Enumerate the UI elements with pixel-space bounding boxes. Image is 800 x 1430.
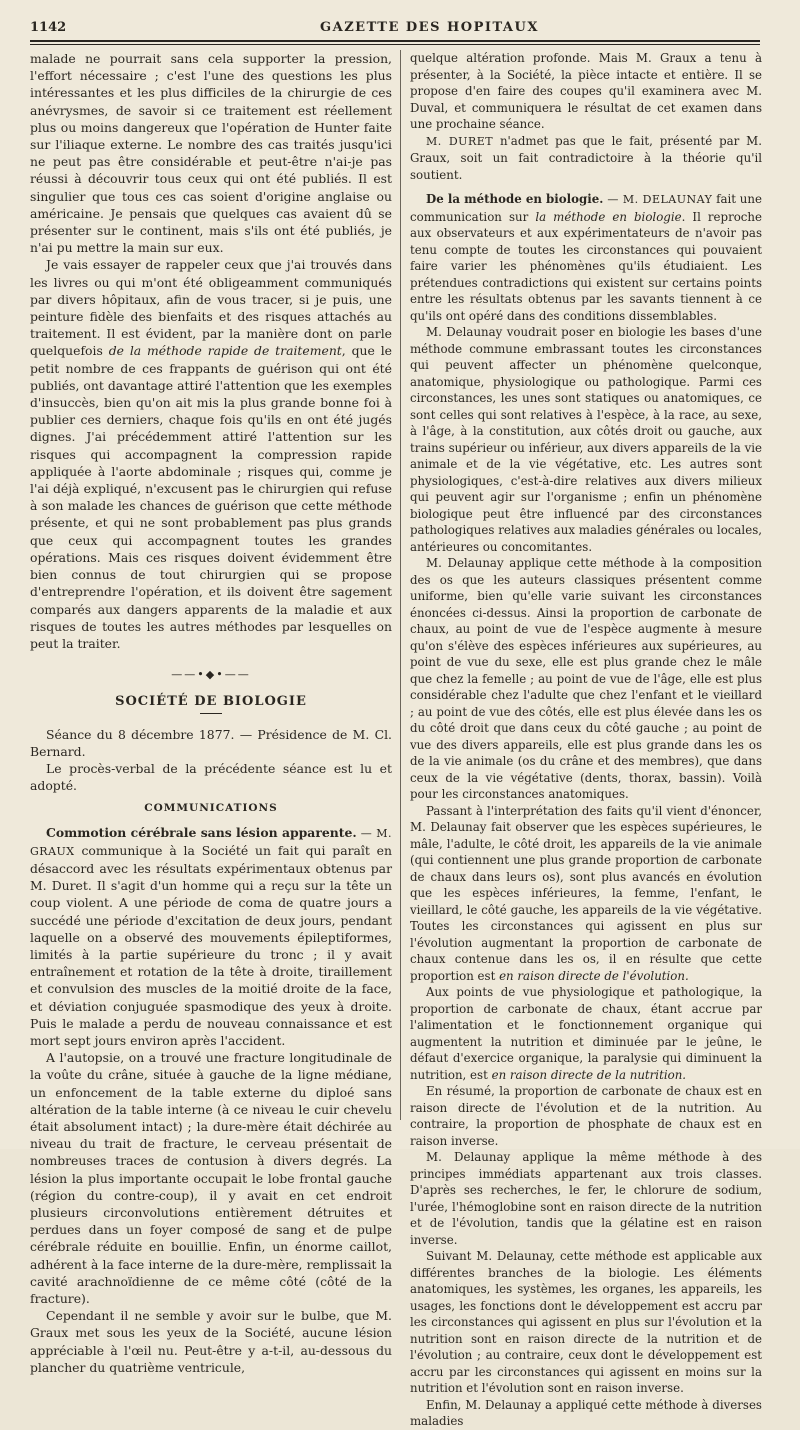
seance-line: Séance du 8 décembre 1877. — Présidence de M. Cl. Bernard. (30, 726, 392, 759)
spacer (410, 183, 762, 191)
right-column (410, 50, 762, 1430)
paragraph: En résumé, la proportion de carbonate de chaux est en raison directe de l'évolution et de la nutrition. Au contraire, la proportion de phosphate de chaux est en raison inverse. (410, 1084, 762, 1148)
header-rule-thick (30, 40, 760, 42)
paragraph: Aux points de vue physiologique et pathologique, la proportion de carbonate de chaux, étant accrue par l'alimentation et le fonctionnement organique qui augmentent la nutrition et diminuée par le jeûne, le défaut d'exercice organique, la paralysie qui diminuent la nutrition, est en raison directe de la nutrition. (410, 985, 762, 1082)
page-number: 1142 (30, 20, 67, 35)
short-rule (200, 713, 222, 714)
section-ornament: ——•◆•—— (171, 668, 251, 682)
paragraph: Commotion cérébrale sans lésion apparente. — M. GRAUX communique à la Société un fait qui paraît en désaccord avec les résultats expérimentaux obtenus par M. Duret. Il s'agit d'un homme qui a reçu sur la tête un coup violent. A une période de coma de quatre jours a succédé une période d'excitation de deux jours, pendant laquelle on a observé des mouvements épileptiformes, limités à la partie supérieure du tronc ; il y avait entraînement et rotation de la tête à droite, tiraillement et convulsion des muscles de la moitié droite de la face, et déviation conjuguée spasmodique des yeux à droite. Puis le malade a perdu de nouveau connaissance et est mort sept jours environ après l'accident. (30, 824, 392, 1048)
paragraph: M. Delaunay applique la même méthode à des principes immédiats appartenant aux trois classes. D'après ses recherches, le fer, le chlorure de sodium, l'urée, l'hémoglobine sont en raison directe de la nutrition et de l'évolution, tandis que la gélatine est en raison inverse. (410, 1150, 762, 1247)
author-name: M. DURET (426, 134, 494, 148)
column-divider (400, 50, 401, 1120)
paragraph: M. DURET n'admet pas que le fait, présenté par M. Graux, soit un fait contradictoire à la théorie qu'il soutient. (410, 133, 763, 182)
left-column (30, 50, 392, 1376)
paragraph: A l'autopsie, on a trouvé une fracture longitudinale de la voûte du crâne, située à gauche de la ligne médiane, un enfoncement de la table externe du diploé sans altération de la table interne (à ce niveau le cuir chevelu était absolument intact) ; la dure-mère était déchirée au niveau du trait de fracture, le cerveau présentait de nombreuses traces de contusion à divers degrés. La lésion la plus importante occupait le lobe frontal gauche (région du contre-coup), il y avait en cet endroit plusieurs circonvolutions entièrement détruites et perdues dans un foyer composé de sang et de pulpe cérébrale réduite en bouillie. Enfin, un énorme caillot, adhérent à la face interne de la dure-mère, remplissait la cavité arachnoïdienne de ce même côté (côté de la fracture). (30, 1050, 392, 1307)
journal-title: GAZETTE DES HOPITAUX (320, 20, 539, 35)
paragraph: Cependant il ne semble y avoir sur le bulbe, que M. Graux met sous les yeux de la Société, aucune lésion appréciable à l'œil nu. Peut-être y a-t-il, au-dessous du plancher du quatrième ventricule, (30, 1308, 392, 1375)
author-name: — M. DELAUNAY (603, 193, 713, 206)
paragraph: Je vais essayer de rappeler ceux que j'ai trouvés dans les livres ou qui m'ont été obligeamment communiqués par divers hôpitaux, afin de vous tracer, si je puis, une peinture fidèle des bienfaits et des risques attachés au traitement. Il est évident, par la manière dont on parle quelquefois de la méthode rapide de traitement, que le petit nombre de ces frappants de guérison qui ont été publiés, ont davantage attiré l'attention que les exemples d'insuccès, bien qu'on ait mis la plus grande bonne foi à publier ces derniers, chaque fois qu'ils en ont été jugés dignes. J'ai précédemment attiré l'attention sur les risques qui accompagnent la compression rapide appliquée à l'aorte abdominale ; risques qui, comme je l'ai déjà expliqué, n'excusent pas le chirurgien qui refuse à son malade les chances de guérison que cette méthode présente, et qui ne sont probablement pas plus grands que ceux qui accompagnent toutes les grandes opérations. Mais ces risques doivent évidemment être bien connus de tout chirurgien qui se propose d'entreprendre l'opération, et ils doivent être sagement comparés aux dangers apparents de la maladie et aux risques de toutes les autres méthodes par lesquelles on peut la traiter. (30, 257, 393, 651)
page-header (30, 14, 760, 44)
proces-verbal-line: Le procès-verbal de la précédente séance est lu et adopté. (30, 760, 392, 794)
header-rule-thin (30, 44, 760, 45)
section-title: SOCIÉTÉ DE BIOLOGIE (115, 694, 307, 710)
paragraph: quelque altération profonde. Mais M. Graux a tenu à présenter, à la Société, la pièce intacte et entière. Il se propose d'en faire des coupes qu'il examinera avec M. Duval, et communiquera le résultat de cet examen dans une prochaine séance. (410, 51, 762, 131)
paragraph: De la méthode en biologie. — M. DELAUNAY fait une communication sur la méthode en biologie. Il reproche aux observateurs et aux expérimentateurs de n'avoir pas tenu compte de toutes les circonstances qui pouvaient faire varier les phénomènes qu'ils étudiaient. Les prétendues contradictions qui existent sur certains points entre les résultats obtenus par les savants tiennent à ce qu'ils ont opéré dans des conditions dissemblables. (410, 192, 762, 323)
paragraph: malade ne pourrait sans cela supporter la pression, l'effort nécessaire ; c'est l'une des questions les plus intéressantes et les plus difficiles de la chirurgie de ces anévrysmes, de savoir si ce traitement est réellement plus ou moins dangereux que l'opération de Hunter faite sur l'iliaque externe. Le nombre des cas traités jusqu'ici ne peut pas être considérable et peut-être n'ai-je pas réussi à découvrir tous ceux qui ont été publiés. Il est singulier que tous ces cas soient d'origine anglaise ou américaine. Je pensais que quelques cas avaient dû se présenter sur le continent, mais s'ils ont été publiés, je n'ai pu mettre la main sur eux. (30, 51, 392, 256)
communications-heading: COMMUNICATIONS (144, 802, 278, 815)
author-name: — M. GRAUX (30, 826, 392, 858)
paragraph: Enfin, M. Delaunay a appliqué cette méthode à diverses maladies (410, 1397, 762, 1428)
communication-title: Commotion cérébrale sans lésion apparente. (46, 824, 357, 840)
paragraph: M. Delaunay applique cette méthode à la composition des os que les auteurs classiques présentent comme uniforme, bien qu'elle varie suivant les circonstances énoncées ci-dessus. Ainsi la proportion de carbonate de chaux, au point de vue de l'espèce augmente à mesure qu'on s'élève des espèces inférieures aux supérieures, au point de vue du sexe, elle est plus grande chez le mâle que chez la femelle ; au point de vue de l'âge, elle est plus considérable chez l'adulte que chez l'enfant et le vieillard ; au point de vue des côtés, elle est plus élevée dans les os du côté droit que dans ceux du côté gauche ; au point de vue des divers appareils, elle est plus grande dans les os de la vie animale (os du crâne et des membres), que dans ceux de la vie végétative (dents, thorax, bassin). Voilà pour les circonstances anatomiques. (410, 556, 762, 801)
paragraph: Passant à l'interprétation des faits qu'il vient d'énoncer, M. Delaunay fait observer que les espèces supérieures, le mâle, l'adulte, le côté droit, les appareils de la vie animale (qui contiennent une plus grande proportion de carbonate de chaux dans leurs os), sont plus avancés en évolution que les espèces inférieures, la femme, l'enfant, le vieillard, le côté gauche, les appareils de la vie végétative. Toutes les circonstances qui agissent en plus sur l'évolution augmentant la proportion de carbonate de chaux contenue dans les os, il en résulte que cette proportion est en raison directe de l'évolution. (410, 803, 762, 983)
paragraph: Suivant M. Delaunay, cette méthode est applicable aux différentes branches de la biologie. Les éléments anatomiques, les systèmes, les organes, les appareils, les usages, les fonctions dont le développement est accru par les circonstances qui agissent en plus sur l'évolution et la nutrition sont en raison directe de la nutrition et de l'évolution ; au contraire, ceux dont le développement est accru par les circonstances qui agissent en moins sur la nutrition et l'évolution sont en raison inverse. (410, 1249, 762, 1395)
paragraph: M. Delaunay voudrait poser en biologie les bases d'une méthode commune embrassant toutes les circonstances qui peuvent affecter un phénomène quelconque, anatomique, physiologique ou pathologique. Parmi ces circonstances, les unes sont statiques ou anatomiques, ce sont celles qui sont relatives à l'espèce, à la race, au sexe, à l'âge, à la constitution, aux côtés droit ou gauche, aux trains supérieur ou inférieur, aux divers appareils de la vie animale et de la vie végétative, etc. Les autres sont physiologiques, c'est-à-dire relatives aux divers milieux qui peuvent agir sur l'organisme ; enfin un phénomène biologique peut être influencé par des circonstances pathologiques relatives aux maladies générales ou locales, antérieures ou concomitantes. (410, 325, 762, 554)
communication-title: De la méthode en biologie. (426, 192, 604, 206)
